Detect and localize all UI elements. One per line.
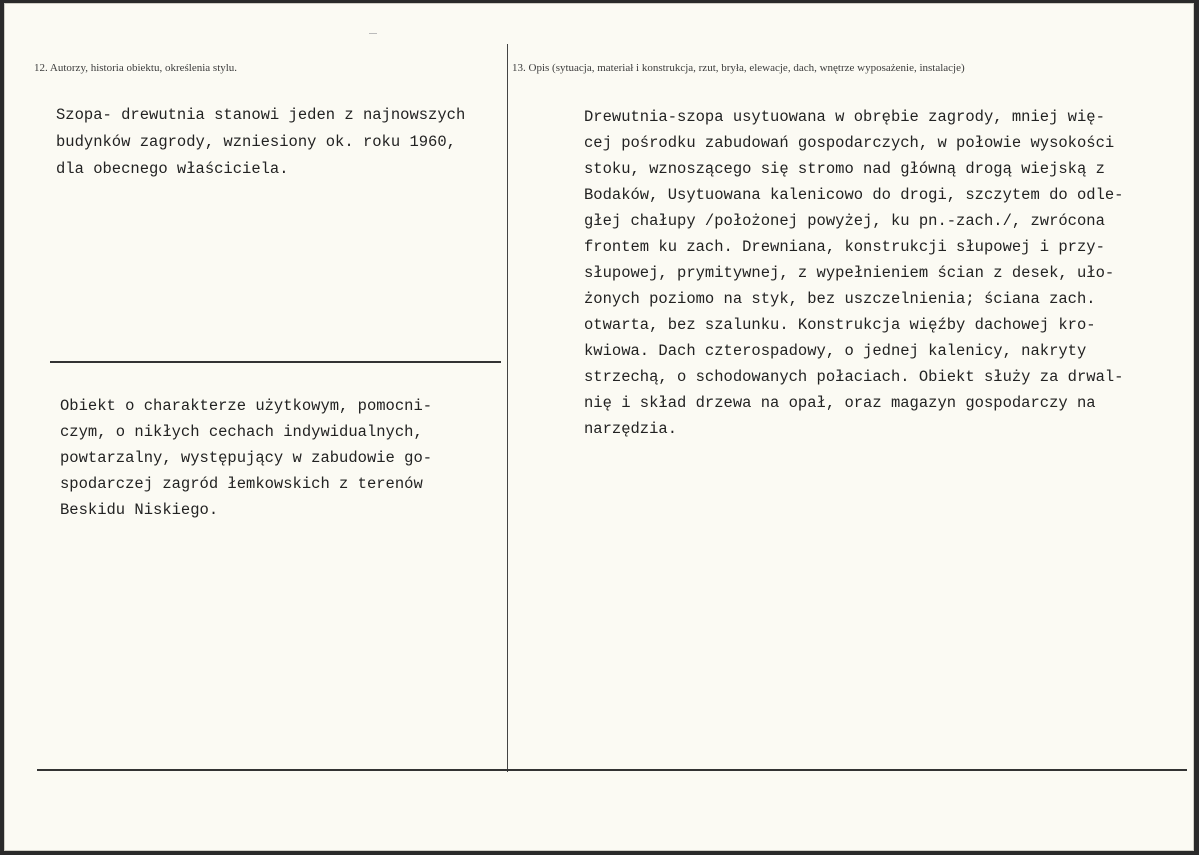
style-line: Beskidu Niskiego. bbox=[60, 501, 219, 519]
history-line: budynków zagrody, wzniesiony ok. roku 1960, bbox=[56, 133, 456, 151]
description-line: stoku, wznoszącego się stromo nad główną drogą wiejską z bbox=[584, 160, 1105, 178]
description-line: otwarta, bez szalunku. Konstrukcja więźby dachowej kro- bbox=[584, 316, 1096, 334]
style-line: Obiekt o charakterze użytkowym, pomocni- bbox=[60, 397, 433, 415]
description-line: słupowej, prymitywnej, z wypełnieniem ścian z desek, uło- bbox=[584, 264, 1115, 282]
description-line: Drewutnia-szopa usytuowana w obrębie zagrody, mniej wię- bbox=[584, 108, 1105, 126]
description-line: kwiowa. Dach czterospadowy, o jednej kalenicy, nakryty bbox=[584, 342, 1087, 360]
section-13-header: 13. Opis (sytuacja, materiał i konstrukcja, rzut, bryła, elewacje, dach, wnętrze wyposażenie, instalacje) bbox=[512, 62, 965, 74]
style-line: czym, o nikłych cechach indywidualnych, bbox=[60, 423, 423, 441]
history-line: dla obecnego właściciela. bbox=[56, 160, 289, 178]
description-line: Bodaków, Usytuowana kalenicowo do drogi, szczytem do odle- bbox=[584, 186, 1124, 204]
description-line: frontem ku zach. Drewniana, konstrukcji słupowej i przy- bbox=[584, 238, 1105, 256]
description-line: nię i skład drzewa na opał, oraz magazyn gospodarczy na bbox=[584, 394, 1096, 412]
inventory-card bbox=[4, 3, 1194, 851]
section-12-header: 12. Autorzy, historia obiektu, określenia stylu. bbox=[34, 62, 238, 74]
column-divider bbox=[507, 44, 508, 772]
description-line: strzechą, o schodowanych połaciach. Obiekt służy za drwal- bbox=[584, 368, 1124, 386]
description-line: głej chałupy /położonej powyżej, ku pn.-zach./, zwrócona bbox=[584, 212, 1105, 230]
style-line: powtarzalny, występujący w zabudowie go- bbox=[60, 449, 433, 467]
section-12-divider bbox=[50, 361, 501, 363]
card-bottom-rule bbox=[37, 769, 1187, 771]
description-line: narzędzia. bbox=[584, 420, 678, 438]
description-line: cej pośrodku zabudowań gospodarczych, w połowie wysokości bbox=[584, 134, 1115, 152]
history-line: Szopa- drewutnia stanowi jeden z najnowszych bbox=[56, 106, 466, 124]
description-line: żonych poziomo na styk, bez uszczelnienia; ściana zach. bbox=[584, 290, 1096, 308]
registration-tick bbox=[369, 33, 377, 34]
style-line: spodarczej zagród łemkowskich z terenów bbox=[60, 475, 423, 493]
